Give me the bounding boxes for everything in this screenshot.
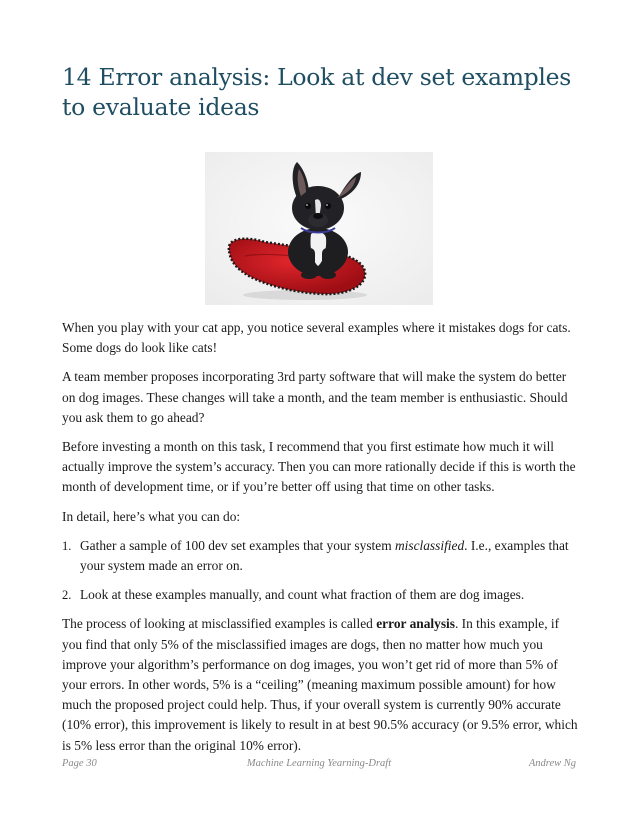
author-name: Andrew Ng: [528, 758, 576, 769]
paragraph-recommendation: Before investing a month on this task, I recommend that you first estimate how much it will actually improve the system’s accuracy. Then you can more rationally decide if this is worth the month of development time, or if you’re better off using that time on other tasks.: [62, 439, 576, 495]
paragraph-intro: When you play with your cat app, you notice several examples where it mistakes dogs for cats. Some dogs do look like cats!: [62, 320, 571, 356]
dog-photo: [205, 152, 433, 305]
paragraph-steps-intro: In detail, here’s what you can do:: [62, 508, 241, 524]
paragraph-error-analysis: [62, 614, 582, 755]
error-analysis-term: error analysis: [376, 616, 455, 632]
paragraph-text: . In this example, if you find that only 5% of the misclassified images are dogs, then no matter how much you improve your algorithm’s performance on dog images, you won’t get rid of more than 5% of your errors. In other words, 5% is a “ceiling” (meaning maximum possible amount) for how much the proposed project could help. Thus, if your overall system is currently 90% accurate (10% error), this improvement is likely to result in at best 90.5% accuracy (or 9.5% error, which is 5% less error than the original 10% error).: [62, 616, 578, 753]
list-number: 1.: [62, 538, 72, 553]
list-number: 2.: [62, 588, 72, 603]
paragraph-proposal: A team member proposes incorporating 3rd party software that will make the system do better on dog images. These changes will take a month, and the team member is enthusiastic. Should you ask them to go ahead?: [62, 369, 568, 425]
list-text: . I.e., examples that your system made an error on.: [80, 537, 569, 574]
page-footer: [62, 758, 576, 774]
dog-on-cushion-illustration: [205, 152, 433, 305]
paragraph-text: The process of looking at misclassified examples is called: [62, 616, 377, 632]
steps-list: [62, 536, 582, 606]
page-title: 14 Error analysis: Look at dev set examples to evaluate ideas: [62, 63, 572, 121]
list-emphasis: misclassified: [394, 537, 465, 553]
page-number: Page 30: [62, 758, 97, 769]
list-text: Gather a sample of 100 dev set examples that your system: [80, 537, 395, 553]
list-item: [62, 536, 582, 576]
book-title: Machine Learning Yearning-Draft: [246, 758, 392, 769]
list-item: [62, 585, 582, 605]
article-body: [62, 318, 582, 765]
list-text: Look at these examples manually, and count what fraction of them are dog images.: [80, 587, 525, 603]
